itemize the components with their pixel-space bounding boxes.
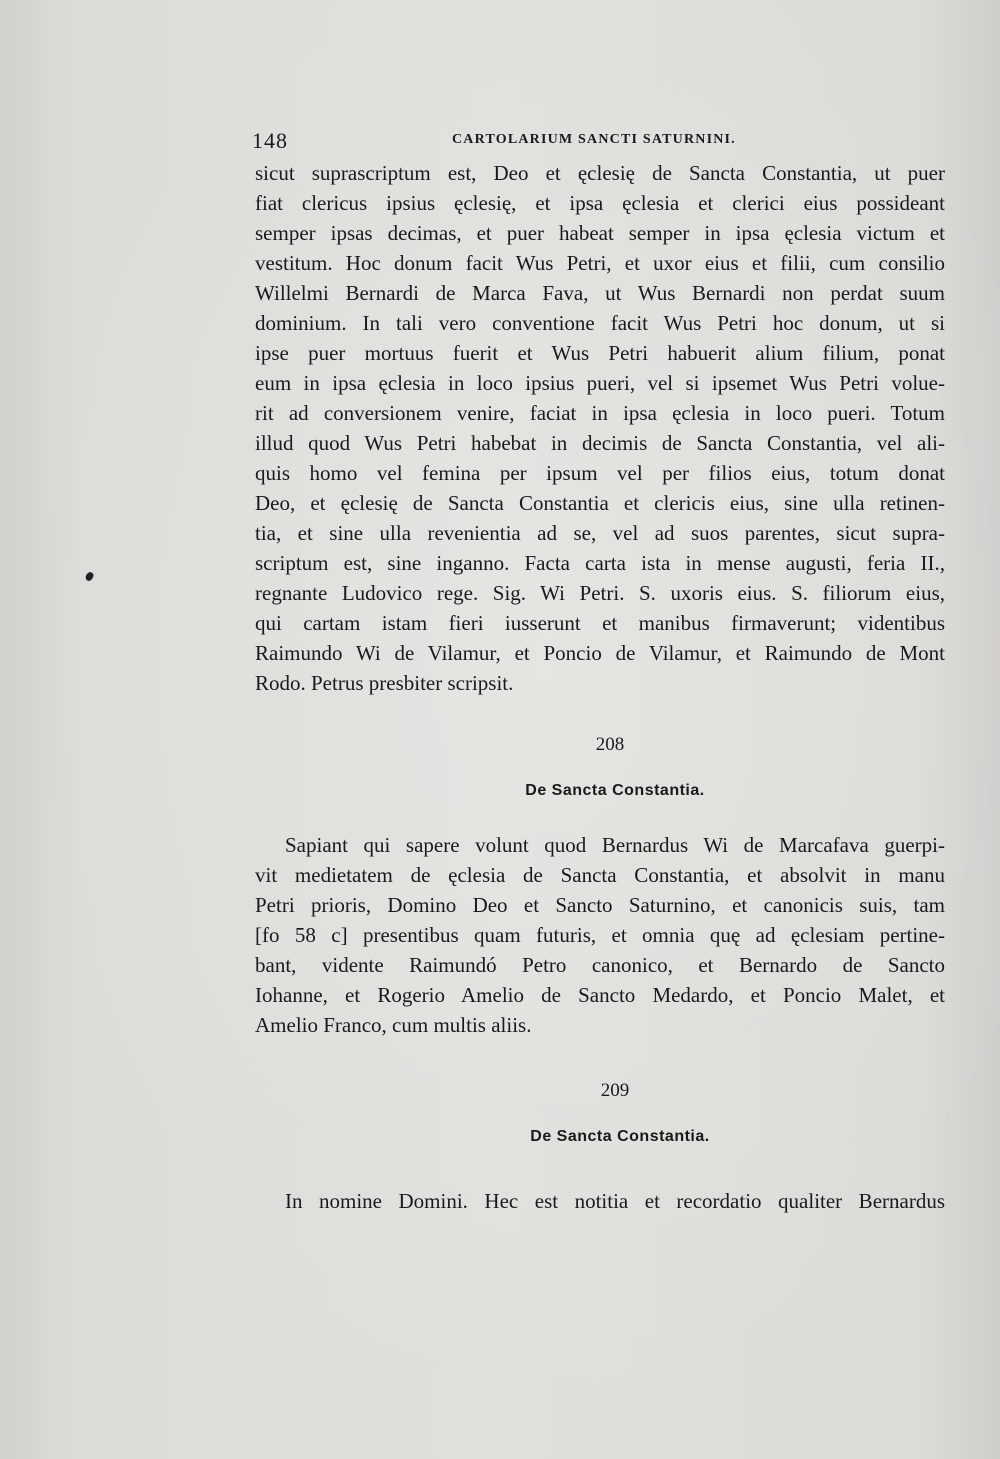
text-line: Rodo. Petrus presbiter scripsit. [255,671,514,695]
text-line: Petri prioris, Domino Deo et Sancto Saturnino, et canonicis suis, tam [255,893,945,917]
running-title: CARTOLARIUM SANCTI SATURNINI. [452,132,736,147]
text-line: dominium. In tali vero conventione facit Wus Petri hoc donum, ut si [255,311,945,335]
text-line: quis homo vel femina per ipsum vel per filios eius, totum donat [255,461,945,485]
entry-title: De Sancta Constantia. [530,1128,710,1145]
text-line: tia, et sine ulla revenientia ad se, vel ad suos parentes, sicut supra- [255,521,945,545]
text-line: Amelio Franco, cum multis aliis. [255,1013,532,1037]
entry-title: De Sancta Constantia. [525,782,705,799]
text-line: In nomine Domini. Hec est notitia et recordatio qualiter Bernardus [285,1189,945,1213]
text-line: fiat clericus ipsius ęclesię, et ipsa ęclesia et clerici eius possideant [255,191,945,215]
text-line: scriptum est, sine inganno. Facta carta ista in mense augusti, feria II., [255,551,945,575]
text-line: ipse puer mortuus fuerit et Wus Petri habuerit alium filium, ponat [255,341,945,365]
text-line: qui cartam istam fieri iusserunt et manibus firmaverunt; videntibus [255,611,945,635]
entry-body [255,1186,945,1226]
entry-body [255,830,945,1050]
page-number: 148 [252,128,288,153]
entry-number: 209 [600,1080,630,1101]
text-line: Raimundo Wi de Vilamur, et Poncio de Vilamur, et Raimundo de Mont [255,641,945,665]
text-line: vestitum. Hoc donum facit Wus Petri, et uxor eius et filii, cum consilio [255,251,945,275]
text-line: regnante Ludovico rege. Sig. Wi Petri. S. uxoris eius. S. filiorum eius, [255,581,945,605]
entry-number: 208 [595,734,625,755]
ink-blot-mark [84,571,94,582]
text-line: sicut suprascriptum est, Deo et ęclesię de Sancta Constantia, ut puer [255,161,945,185]
text-line: illud quod Wus Petri habebat in decimis de Sancta Constantia, vel ali- [255,431,945,455]
text-line: semper ipsas decimas, et puer habeat semper in ipsa ęclesia victum et [255,221,945,245]
text-line: bant, vidente Raimundó Petro canonico, et Bernardo de Sancto [255,953,945,977]
text-line: vit medietatem de ęclesia de Sancta Constantia, et absolvit in manu [255,863,945,887]
text-line: Deo, et ęclesię de Sancta Constantia et clericis eius, sine ulla retinen- [255,491,945,515]
text-line: eum in ipsa ęclesia in loco ipsius pueri, vel si ipsemet Wus Petri volue- [255,371,945,395]
page-header [252,124,952,154]
text-line: [fo 58 c] presentibus quam futuris, et omnia quę ad ęclesiam pertine- [255,923,945,947]
text-line: Sapiant qui sapere volunt quod Bernardus Wi de Marcafava guerpi- [285,833,945,857]
text-line: Willelmi Bernardi de Marca Fava, ut Wus Bernardi non perdat suum [255,281,945,305]
text-line: Iohanne, et Rogerio Amelio de Sancto Medardo, et Poncio Malet, et [255,983,945,1007]
text-line: rit ad conversionem venire, faciat in ipsa ęclesia in loco pueri. Totum [255,401,945,425]
continuation-paragraph [255,158,945,710]
